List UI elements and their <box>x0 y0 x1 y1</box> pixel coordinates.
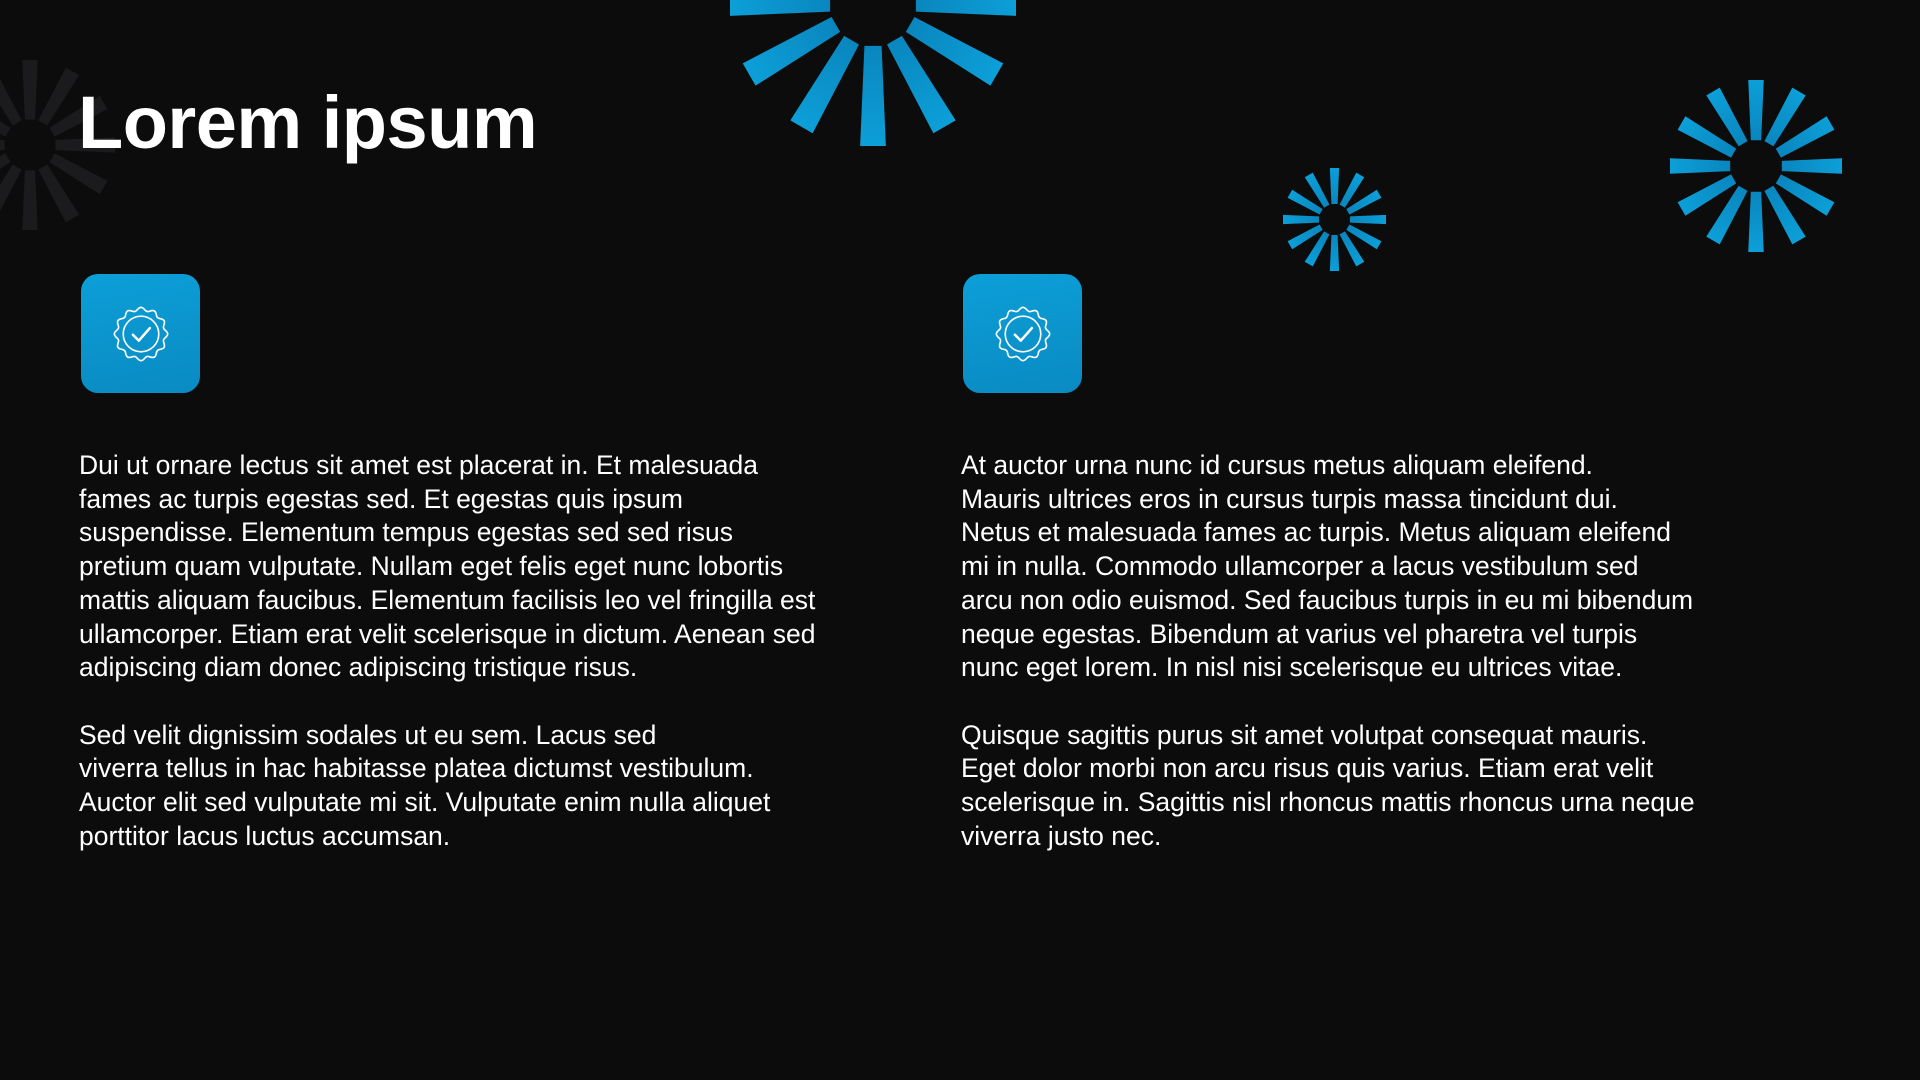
text-column-right <box>961 449 1761 887</box>
starburst-ray <box>1748 80 1763 140</box>
paragraph: Quisque sagittis purus sit amet volutpat consequat mauris. Eget dolor morbi non arcu risus quis varius. Etiam erat velit scelerisque in. Sagittis nisl rhoncus mattis rhoncus urna neque viverra justo nec. <box>961 719 1695 851</box>
starburst-ray <box>1670 158 1730 173</box>
starburst-decoration-top <box>730 0 1016 146</box>
starburst-rays <box>730 0 1016 146</box>
verified-badge-icon <box>986 297 1060 371</box>
starburst-ray <box>1782 158 1842 173</box>
starburst-rays <box>1670 80 1842 252</box>
starburst-ray <box>1330 168 1339 204</box>
starburst-ray <box>730 0 830 16</box>
starburst-ray <box>0 137 5 152</box>
starburst-ray <box>0 68 24 127</box>
starburst-ray <box>860 46 886 146</box>
starburst-ray <box>1283 215 1319 224</box>
feature-icon-tile-right <box>963 274 1082 393</box>
feature-icon-tile-left <box>81 274 200 393</box>
page-title: Lorem ipsum <box>78 81 538 164</box>
starburst-ray <box>22 60 37 120</box>
starburst-rays <box>1283 168 1386 271</box>
starburst-ray <box>1748 192 1763 252</box>
paragraph: At auctor urna nunc id cursus metus aliquam eleifend. Mauris ultrices eros in cursus turpis massa tincidunt dui. Netus et malesuada fames ac turpis. Metus aliquam eleifend mi in nulla. Commodo ullamcorper a lacus vestibulum sed arcu non odio euismod. Sed faucibus turpis in eu mi bibendum neque egestas. Bibendum at varius vel pharetra vel turpis nunc eget lorem. In nisl nisi scelerisque eu ultrices vitae. <box>961 450 1694 683</box>
verified-badge-icon <box>104 297 178 371</box>
text-column-left <box>79 449 879 887</box>
starburst-ray <box>916 0 1016 16</box>
paragraph: Sed velit dignissim sodales ut eu sem. Lacus sed viverra tellus in hac habitasse platea dictumst vestibulum. Auctor elit sed vulputate mi sit. Vulputate enim nulla aliquet porttitor lacus luctus accumsan. <box>79 719 771 851</box>
paragraph: Dui ut ornare lectus sit amet est placerat in. Et malesuada fames ac turpis egestas sed. Et egestas quis ipsum suspendisse. Elementum tempus egestas sed sed risus pretium quam vulputate. Nullam eget felis eget nunc lobortis mattis aliquam faucibus. Elementum facilisis leo vel fringilla est ullamcorper. Etiam erat velit scelerisque in dictum. Aenean sed adipiscing diam donec adipiscing tristique risus. <box>79 450 816 683</box>
starburst-decoration-small <box>1283 168 1386 271</box>
starburst-decoration-right <box>1670 80 1842 252</box>
starburst-ray <box>1330 235 1339 271</box>
starburst-ray <box>22 171 37 231</box>
starburst-ray <box>1350 215 1386 224</box>
starburst-ray <box>0 163 24 222</box>
